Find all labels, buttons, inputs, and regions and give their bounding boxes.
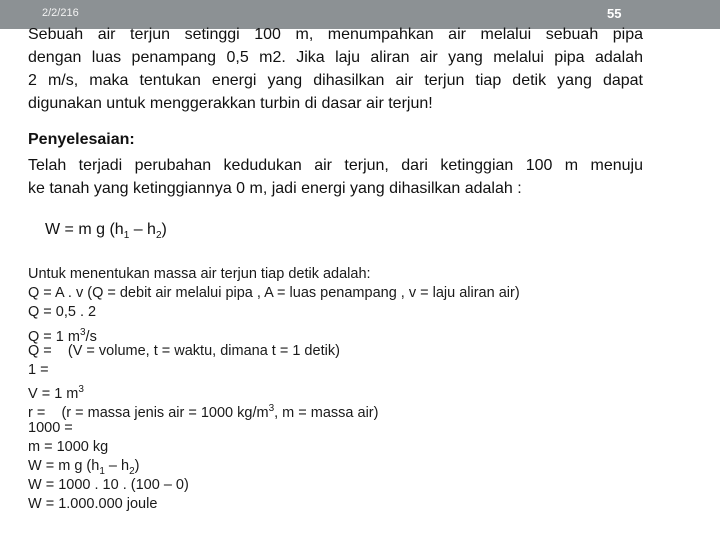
problem-line: dengan luas penampang 0,5 m2. Jika laju aliran air yang melalui pipa adalah — [28, 49, 643, 66]
solution-intro — [28, 154, 643, 200]
problem-line: digunakan untuk menggerakkan turbin di dasar air terjun! — [28, 95, 433, 112]
problem-line: 2 m/s, maka tentukan energi yang dihasilkan air terjun tiap detik yang dapat — [28, 72, 643, 89]
calc-line: r = (r = massa jenis air = 1000 $kg/m^3$, m = massa air) — [28, 403, 379, 422]
calculation-steps — [28, 265, 520, 514]
calc-line: W = 1.000.000 joule — [28, 496, 158, 513]
calc-line: m = 1000 kg — [28, 438, 109, 455]
calc-line: V = 1 $m^3$ — [28, 384, 84, 402]
calc-line: Q = A . v (Q = debit air melalui pipa , A = luas penampang , v = laju aliran air) — [28, 285, 520, 302]
solution-line: ke tanah yang ketinggiannya 0 m, jadi energi yang dihasilkan adalah : — [28, 180, 522, 197]
calc-line: Q = 1 $m^3/s$ — [28, 326, 97, 345]
energy-formula: W = m g $(h_1 - h_2)$ — [45, 221, 167, 242]
calc-line: Q = (V = volume, t = waktu, dimana t = 1 detik) — [28, 342, 340, 359]
calc-line: Q = 0,5 . 2 — [28, 304, 97, 321]
solution-heading: Penyelesaian: — [28, 131, 135, 148]
calc-line: 1 = — [28, 361, 49, 378]
solution-line: Telah terjadi perubahan kedudukan air terjun, dari ketinggian 100 m menuju — [28, 157, 643, 174]
calc-line: 1000 = — [28, 419, 73, 436]
calc-line: W = 1000 . 10 . (100 – 0) — [28, 477, 189, 494]
page-number: 55 — [607, 6, 622, 21]
problem-line: Sebuah air terjun setinggi 100 m, menumpahkan air melalui sebuah pipa — [28, 26, 643, 43]
problem-statement — [28, 23, 643, 115]
calc-line: W = m g $(h_1 - h_2)$ — [28, 457, 140, 477]
calc-line: Untuk menentukan massa air terjun tiap detik adalah: — [28, 266, 371, 282]
slide-date: 2/2/216 — [42, 7, 79, 19]
